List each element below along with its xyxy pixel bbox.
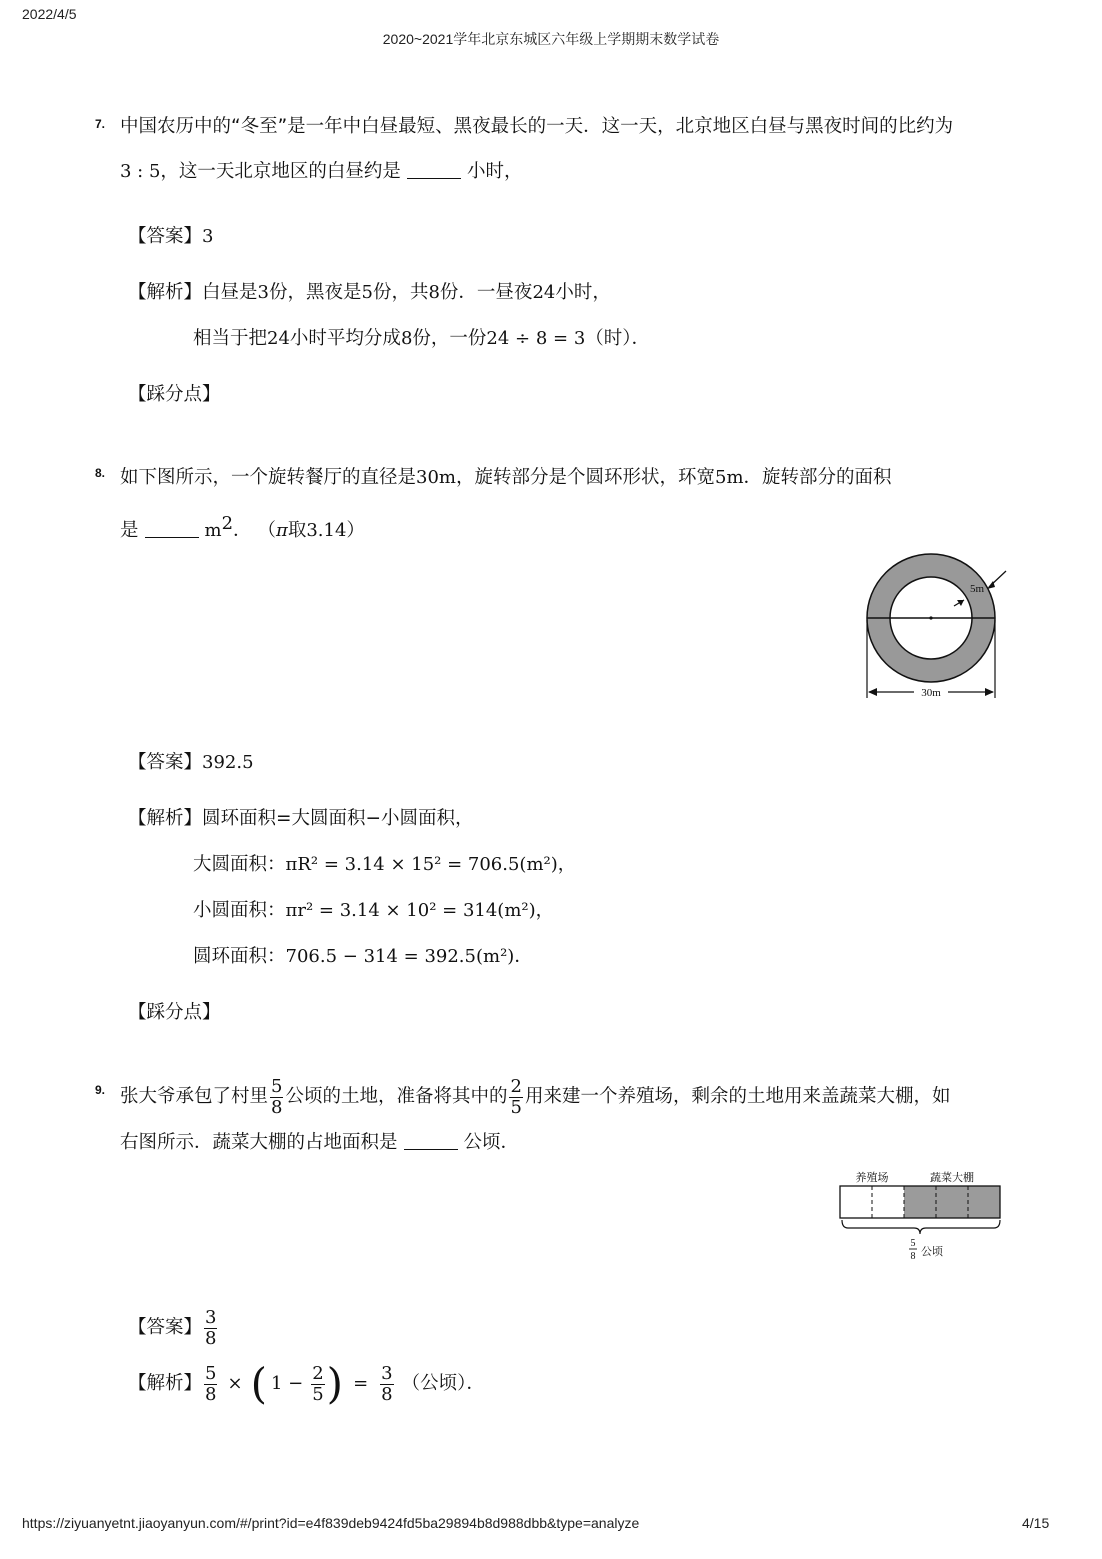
ring-figure [858, 550, 1018, 702]
page-url: https://ziyuanyetnt.jiaoyanyun.com/#/print?id=e4f839deb9424fd5ba29894b8d988dbb&type=analyze [22, 1515, 640, 1531]
fraction: $\frac{5}{8}$ [205, 1362, 217, 1405]
analysis-row: 【解析】 $\frac{5}{8}$ × ( 1 − $\frac{2}{5}$ ) = $\frac{3}{8}$ （公顷）． [128, 1359, 485, 1408]
fraction: $\frac{2}{5}$ [312, 1362, 324, 1405]
farm-label: 养殖场 [855, 1171, 889, 1184]
analysis-row: 【解析】白昼是3份，黑夜是5份，共8份．一昼夜24小时， [128, 282, 611, 303]
page-number: 4/15 [1022, 1515, 1050, 1531]
question-text: 如下图所示，一个旋转餐厅的直径是30m，旋转部分是个圆环形状，环宽5m．旋转部分的面积 [120, 467, 892, 488]
analysis-row: 相当于把24小时平均分成8份，一份24 ÷ 8 = 3（时）． [193, 328, 651, 349]
scoring-label: 【踩分点】 [128, 384, 221, 405]
answer-value: 392.5 [202, 752, 254, 773]
land-bar-figure [834, 1166, 1010, 1270]
answer-value: 3 [202, 226, 214, 247]
greenhouse-area [904, 1186, 1000, 1218]
total-frac-denominator: 8 [910, 1251, 916, 1262]
answer-row [128, 224, 213, 250]
diameter-label: 30m [921, 687, 941, 699]
analysis-row: 大圆面积：πR² = 3.14 × 15² = 706.5(m²)， [193, 854, 576, 875]
answer-blank [404, 1131, 458, 1150]
document-title: 2020~2021学年北京东城区六年级上学期期末数学试卷 [382, 31, 720, 47]
land-bar [840, 1186, 1000, 1218]
answer-label: 【答案】 [128, 1317, 203, 1338]
answer-row [128, 1302, 219, 1354]
answer-label: 【答案】 [128, 226, 203, 247]
analysis-row: 圆环面积：706.5 − 314 = 392.5(m²)． [193, 946, 533, 967]
total-brace [842, 1220, 1000, 1234]
arrowhead-icon [868, 688, 877, 696]
analysis-row: 【解析】圆环面积=大圆面积−小圆面积， [128, 808, 474, 829]
analysis-label: 【解析】 [128, 282, 203, 303]
center-point [929, 616, 932, 619]
question-text: 是 $m^2$． （π取3.14） [120, 513, 365, 542]
question-text: 右图所示．蔬菜大棚的占地面积是 公顷． [120, 1132, 520, 1153]
total-frac-numerator: 5 [910, 1238, 916, 1249]
question-text: 中国农历中的“冬至”是一年中白昼最短、黑夜最长的一天．这一天，北京地区白昼与黑夜时间的比约为 [120, 116, 954, 137]
analysis-label: 【解析】 [128, 1373, 203, 1394]
print-date: 2022/4/5 [22, 6, 77, 22]
analysis-row: 小圆面积：πr² = 3.14 × 10² = 314(m²)， [193, 900, 554, 921]
fraction: $\frac{2}{5}$ [510, 1075, 522, 1118]
answer-label: 【答案】 [128, 752, 203, 773]
answer-fraction: $\frac{3}{8}$ [205, 1306, 217, 1349]
total-unit: 公顷 [921, 1245, 943, 1258]
question-number: 9. [95, 1083, 106, 1097]
greenhouse-label: 蔬菜大棚 [930, 1171, 974, 1184]
answer-row [128, 750, 254, 776]
fraction: $\frac{5}{8}$ [271, 1075, 283, 1118]
question-text: 张大爷承包了村里 $\frac{5}{8}$ 公顷的土地，准备将其中的 $\frac{2}{5}$ 用来建一个养殖场，剩余的土地用来盖蔬菜大棚，如 [120, 1075, 951, 1118]
scoring-label: 【踩分点】 [128, 1002, 221, 1023]
answer-blank [145, 519, 199, 538]
question-number: 8. [95, 466, 106, 480]
arrowhead-icon [985, 688, 994, 696]
ring-width-label: 5m [970, 583, 985, 595]
fraction: $\frac{3}{8}$ [381, 1362, 393, 1405]
answer-blank [407, 160, 461, 179]
analysis-label: 【解析】 [128, 808, 203, 829]
question-number: 7. [95, 117, 106, 131]
question-text: 3 : 5，这一天北京地区的白昼约是 小时， [120, 161, 523, 182]
